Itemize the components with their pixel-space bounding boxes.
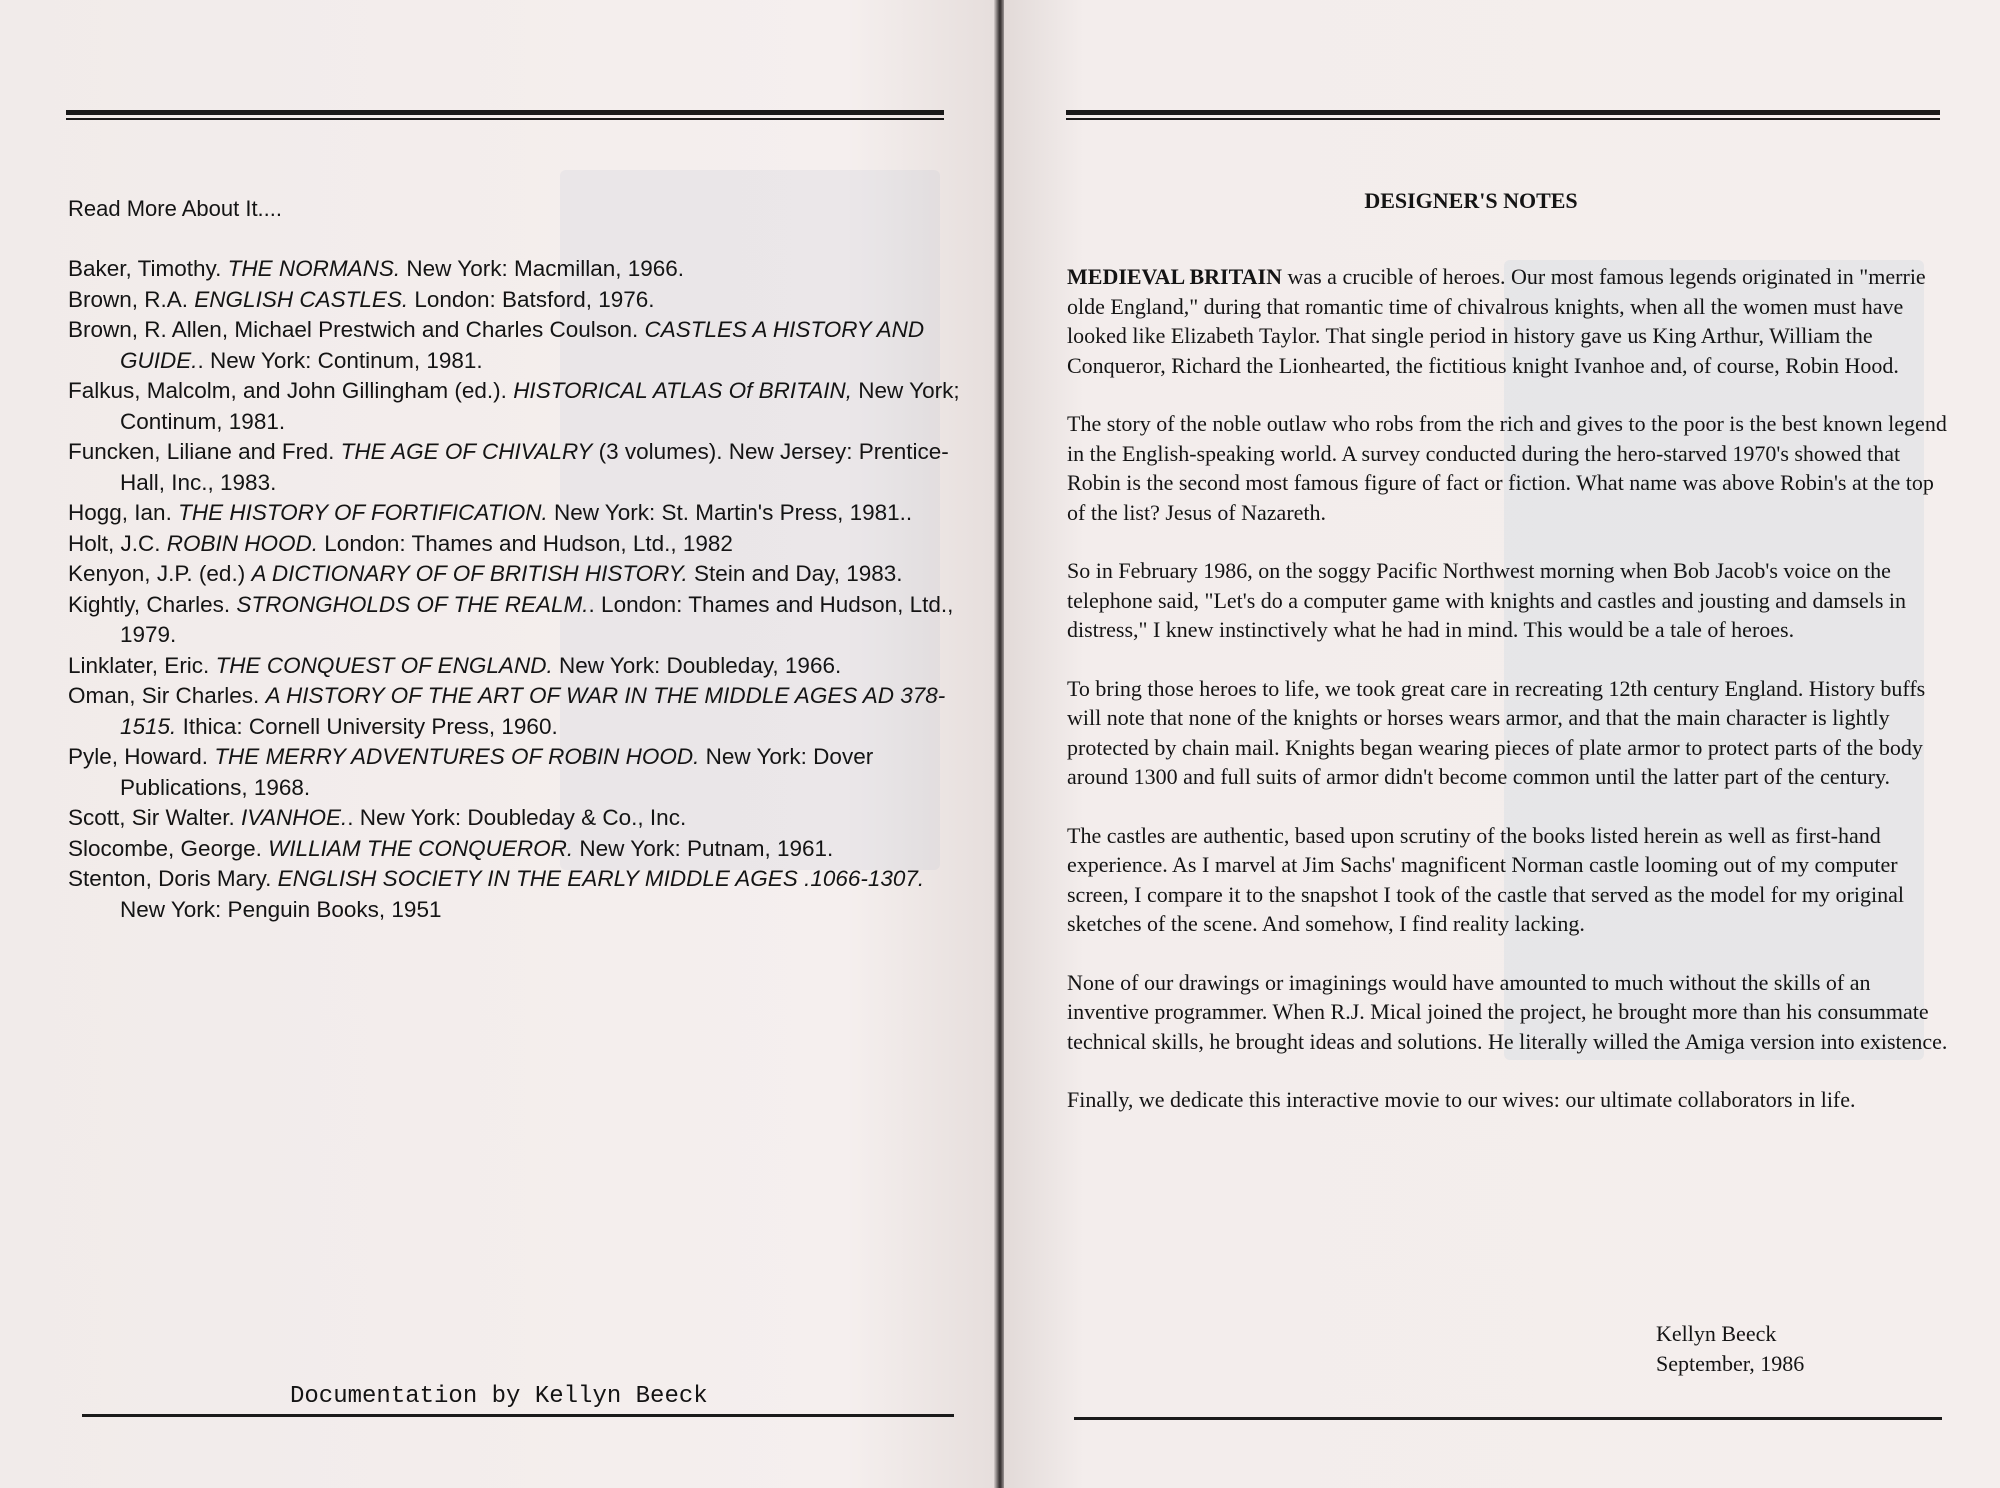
book-title: HISTORICAL ATLAS Of BRITAIN,: [513, 378, 853, 403]
book-title: WILLIAM THE CONQUEROR.: [268, 835, 574, 861]
book-title: ENGLISH CASTLES.: [194, 286, 409, 312]
bibliography-entry: Kightly, Charles. STRONGHOLDS OF THE REALM.. London: Thames and Hudson, Ltd., 1979.: [68, 591, 954, 647]
bibliography-entry: Baker, Timothy. THE NORMANS. New York: Macmillan, 1966.: [68, 256, 685, 281]
book-title: A HISTORY OF THE ART OF WAR IN THE MIDDLE AGES AD 378-1515.: [120, 683, 946, 739]
book-title: A DICTIONARY OF OF BRITISH HISTORY.: [251, 561, 688, 586]
bibliography-entry: Falkus, Malcolm, and John Gillingham (ed.). HISTORICAL ATLAS Of BRITAIN, New York; Continum, 1981.: [68, 378, 960, 434]
notes-paragraph: None of our drawings or imaginings would have amounted to much without the skills of an inventive programmer. When R.J. Mical joined the project, he brought more than his consummate technical skills, he brought ideas and solutions. He literally willed the Amiga version into existence.: [1067, 969, 1948, 1054]
book-title: THE MERRY ADVENTURES OF ROBIN HOOD.: [214, 744, 700, 769]
designers-notes-body: [1067, 262, 1951, 1144]
signature-name: Kellyn Beeck: [1656, 1321, 1777, 1346]
book-title: THE NORMANS.: [227, 256, 401, 281]
notes-lead: MEDIEVAL BRITAIN: [1067, 264, 1282, 289]
book-title: STRONGHOLDS OF THE REALM.: [236, 591, 589, 617]
top-double-rule-right: [1066, 110, 1940, 115]
bibliography-entry: Oman, Sir Charles. A HISTORY OF THE ART OF WAR IN THE MIDDLE AGES AD 378-1515. Ithica: Cornell University Press, 1960.: [68, 683, 946, 739]
signature: [1656, 1319, 1804, 1379]
designers-notes-heading: DESIGNER'S NOTES: [1364, 188, 1578, 213]
notes-paragraph: MEDIEVAL BRITAIN was a crucible of heroes. Our most famous legends originated in "merrie olde England," during that romantic time of chivalrous knights, when all the women must have looked like Elizabeth Taylor. That single period in history gave us King Arthur, William the Conqueror, Richard the Lionhearted, the fictitious knight Ivanhoe and, of course, Robin Hood.: [1067, 264, 1926, 378]
bibliography-entry: Scott, Sir Walter. IVANHOE.. New York: Doubleday & Co., Inc.: [68, 805, 687, 830]
bottom-rule: [82, 1414, 954, 1417]
notes-paragraph: The castles are authentic, based upon scrutiny of the books listed herein as well as first-hand experience. As I marvel at Jim Sachs' magnificent Norman castle looming out of my computer screen, I compare it to the snapshot I took of the castle that served as the model for my original sketches of the scene. And somehow, I find reality lacking.: [1067, 822, 1904, 936]
book-title: ENGLISH SOCIETY IN THE EARLY MIDDLE AGES .1066-1307.: [277, 866, 925, 891]
book-title: IVANHOE.: [240, 805, 348, 830]
bibliography-entry: Brown, R. Allen, Michael Prestwich and Charles Coulson. CASTLES A HISTORY AND GUIDE.. New York: Continum, 1981.: [68, 317, 925, 373]
book-title: THE AGE OF CHIVALRY: [340, 439, 593, 464]
notes-paragraph: The story of the noble outlaw who robs from the rich and gives to the poor is the best known legend in the English-speaking world. A survey conducted during the hero-starved 1970's showed that Robin is the second most famous figure of fact or fiction. What name was above Robin's at the top of the list? Jesus of Nazareth.: [1067, 411, 1947, 525]
top-double-rule: [66, 110, 944, 115]
bibliography-heading: Read More About It....: [68, 196, 283, 221]
bibliography-entry: Hogg, Ian. THE HISTORY OF FORTIFICATION. New York: St. Martin's Press, 1981..: [68, 500, 913, 525]
book-title: ROBIN HOOD.: [166, 530, 319, 556]
bottom-rule-right: [1074, 1417, 1942, 1420]
bibliography-list: [68, 254, 968, 925]
signature-date: September, 1986: [1656, 1351, 1805, 1376]
left-page: [0, 0, 996, 1488]
book-title: CASTLES A HISTORY AND GUIDE.: [120, 317, 925, 373]
bibliography-entry: Pyle, Howard. THE MERRY ADVENTURES OF ROBIN HOOD. New York: Dover Publications, 1968.: [68, 744, 874, 800]
bibliography-entry: Slocombe, George. WILLIAM THE CONQUEROR. New York: Putnam, 1961.: [68, 835, 834, 861]
bibliography-entry: Stenton, Doris Mary. ENGLISH SOCIETY IN THE EARLY MIDDLE AGES .1066-1307. New York: Penguin Books, 1951: [68, 866, 925, 922]
bibliography-entry: Holt, J.C. ROBIN HOOD. London: Thames and Hudson, Ltd., 1982: [68, 530, 733, 556]
bibliography-entry: Kenyon, J.P. (ed.) A DICTIONARY OF OF BRITISH HISTORY. Stein and Day, 1983.: [68, 561, 903, 586]
documentation-credit: Documentation by Kellyn Beeck: [290, 1383, 708, 1410]
book-title: THE HISTORY OF FORTIFICATION.: [178, 500, 548, 525]
bibliography-entry: Linklater, Eric. THE CONQUEST OF ENGLAND. New York: Doubleday, 1966.: [68, 652, 842, 678]
book-title: THE CONQUEST OF ENGLAND.: [215, 652, 553, 678]
notes-paragraph: To bring those heroes to life, we took great care in recreating 12th century England. History buffs will note that none of the knights or horses wears armor, and that the main character is lightly protected by chain mail. Knights began wearing pieces of plate armor to protect parts of the body around 1300 and full suits of armor didn't become common until the latter part of the century.: [1067, 675, 1926, 789]
notes-paragraph: Finally, we dedicate this interactive movie to our wives: our ultimate collaborators in life.: [1067, 1087, 1856, 1112]
bibliography-entry: Funcken, Liliane and Fred. THE AGE OF CHIVALRY (3 volumes). New Jersey: Prentice-Hall, Inc., 1983.: [68, 439, 949, 495]
notes-paragraph: So in February 1986, on the soggy Pacific Northwest morning when Bob Jacob's voice on the telephone said, "Let's do a computer game with knights and castles and jousting and damsels in distress," I knew instinctively what he had in mind. This would be a tale of heroes.: [1067, 558, 1906, 642]
bibliography-entry: Brown, R.A. ENGLISH CASTLES. London: Batsford, 1976.: [68, 286, 655, 312]
